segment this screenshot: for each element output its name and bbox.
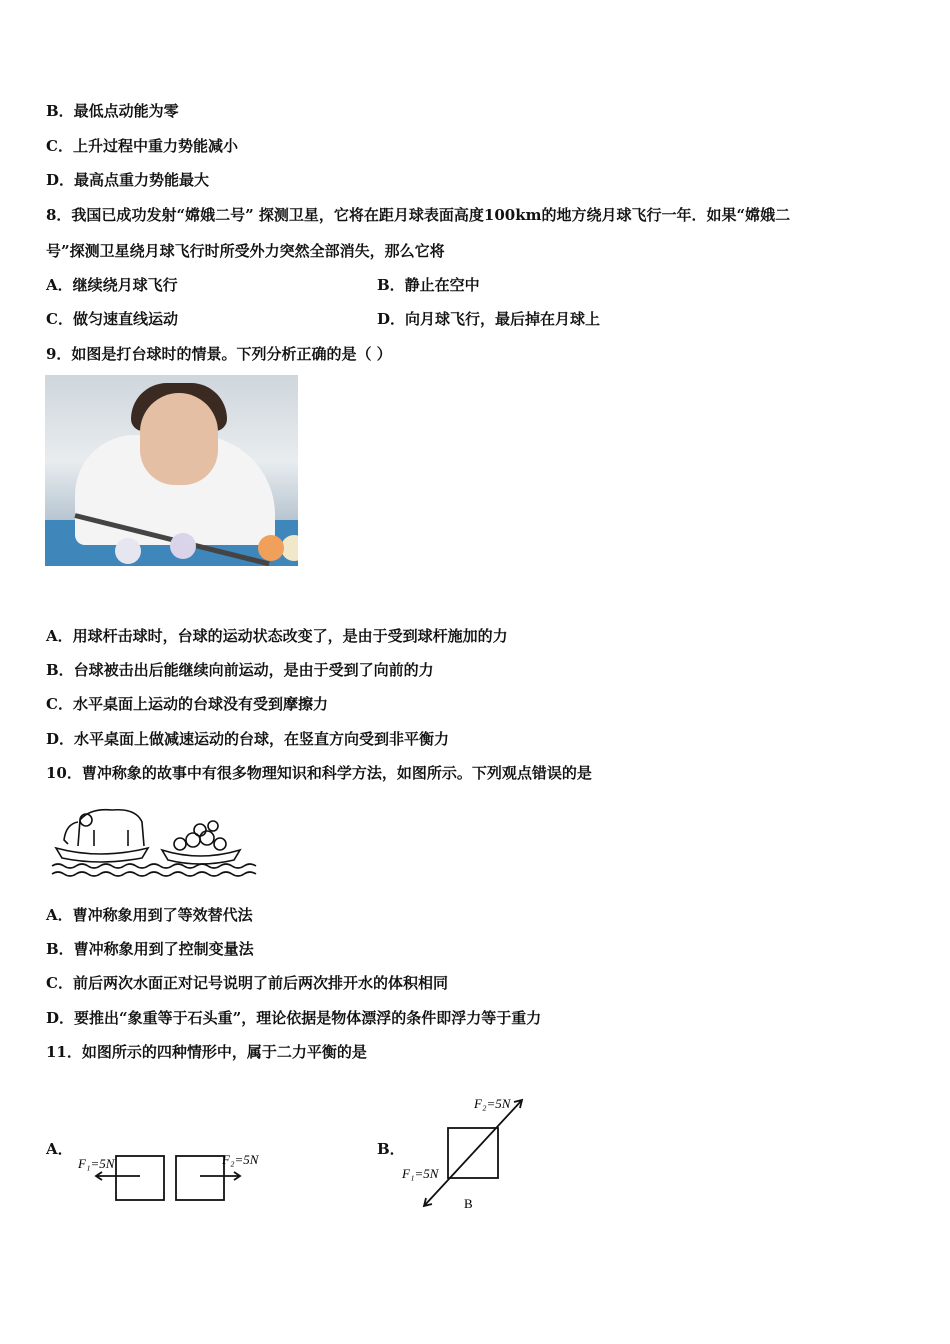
force-f1-label-a: F₁=5N (78, 1156, 115, 1171)
q11-stem: 11．如图所示的四种情形中，属于二力平衡的是 (46, 1043, 367, 1061)
q10-option-c: C．前后两次水面正对记号说明了前后两次排开水的体积相同 (46, 974, 448, 992)
q10-option-d: D．要推出“象重等于石头重”，理论依据是物体漂浮的条件即浮力等于重力 (46, 1009, 542, 1027)
player-face (140, 393, 218, 485)
force-diagram-b (400, 1092, 540, 1214)
billiards-photo (45, 375, 298, 566)
force-f2-label-a: F₂=5N (222, 1152, 259, 1167)
q10-stem: 10．曹冲称象的故事中有很多物理知识和科学方法，如图所示。下列观点错误的是 (46, 764, 592, 782)
force-diagram-a (72, 1150, 272, 1210)
figure-b-caption: B (464, 1196, 473, 1211)
q8-option-a: A．继续绕月球飞行 (46, 276, 178, 294)
q9-option-b: B．台球被击出后能继续向前运动，是由于受到了向前的力 (46, 661, 434, 679)
q8-option-b: B．静止在空中 (377, 276, 480, 294)
q8-option-d: D．向月球飞行，最后掉在月球上 (377, 310, 601, 328)
q9-stem: 9．如图是打台球时的情景。下列分析正确的是（ ） (46, 345, 392, 363)
force-f2-label-b: F₂=5N (474, 1096, 511, 1111)
q8-stem-line2: 号”探测卫星绕月球飞行时所受外力突然全部消失，那么它将 (46, 242, 445, 260)
q10-option-a: A．曹冲称象用到了等效替代法 (46, 906, 253, 924)
billiard-ball (115, 538, 141, 564)
q9-option-d: D．水平桌面上做减速运动的台球，在竖直方向受到非平衡力 (46, 730, 450, 748)
q7-option-c: C．上升过程中重力势能减小 (46, 137, 238, 155)
q7-option-d: D．最高点重力势能最大 (46, 171, 210, 189)
elephant-boat-sketch (50, 800, 260, 882)
q9-option-c: C．水平桌面上运动的台球没有受到摩擦力 (46, 695, 328, 713)
q11-figure-a-label: A． (46, 1140, 73, 1158)
billiard-ball (170, 533, 196, 559)
billiard-ball (258, 535, 284, 561)
q11-figure-b-label: B． (377, 1140, 405, 1158)
q10-option-b: B．曹冲称象用到了控制变量法 (46, 940, 254, 958)
force-f1-label-b: F₁=5N (402, 1166, 439, 1181)
q8-stem-line1: 8．我国已成功发射“嫦娥二号” 探测卫星，它将在距月球表面高度100km的地方绕月球飞行一年．如果“嫦娥二 (46, 206, 791, 224)
q8-option-c: C．做匀速直线运动 (46, 310, 178, 328)
q9-option-a: A．用球杆击球时，台球的运动状态改变了，是由于受到球杆施加的力 (46, 627, 508, 645)
q7-option-b: B．最低点动能为零 (46, 102, 179, 120)
